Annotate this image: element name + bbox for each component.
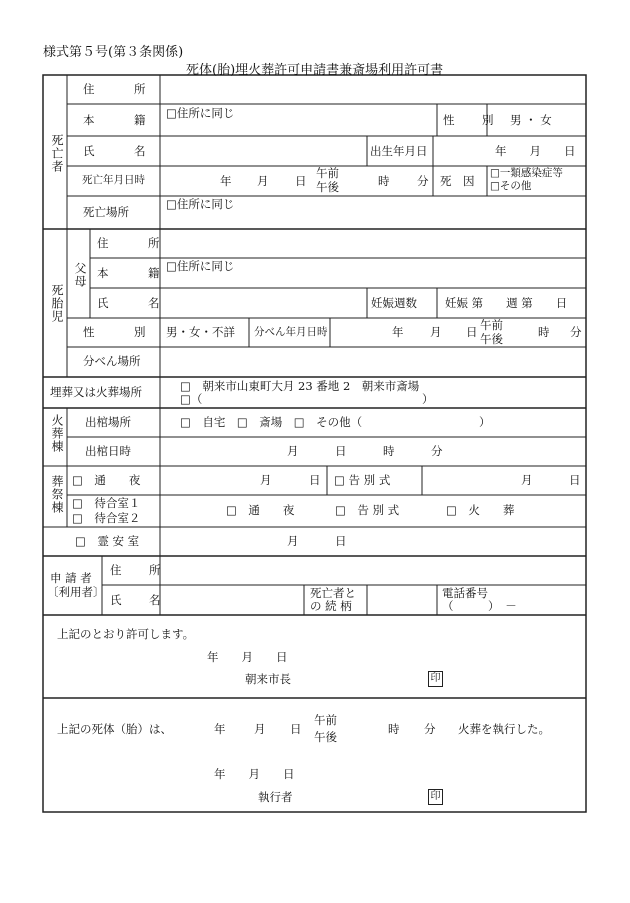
delivery-day-unit: 日 [466, 325, 478, 339]
coffin-place-options[interactable]: □ 自宅 □ 斎場 □ その他（ [180, 415, 363, 429]
phone-format: （ ） － [442, 599, 517, 613]
deceased-address-label: 住 所 [83, 82, 160, 96]
burial-place-label: 埋葬又は火葬場所 [50, 385, 142, 399]
execution-text: 上記の死体（胎）は、 [57, 722, 172, 736]
death-hour-unit: 時 [378, 174, 390, 188]
coffin-day-unit: 日 [335, 444, 347, 458]
deceased-birth-label: 出生年月日 [370, 144, 428, 158]
death-am-option[interactable]: 午前 [316, 166, 339, 180]
stillbirth-domicile-label: 本 籍 [97, 266, 174, 280]
exec-year-unit: 年 [214, 722, 226, 736]
exec-hour-unit: 時 [388, 722, 400, 736]
wake-day-unit: 日 [309, 473, 321, 487]
applicant-address-label: 住 所 [110, 563, 169, 577]
room-use-farewell[interactable]: □ 告 別 式 [335, 503, 400, 517]
exec-am-option[interactable]: 午前 [314, 713, 337, 727]
burial-option-other[interactable]: □（ [180, 392, 203, 406]
room-use-cremation[interactable]: □ 火 葬 [446, 503, 515, 517]
cause-option-other[interactable]: □その他 [490, 180, 532, 192]
cause-option-infectious[interactable]: □一類感染症等 [490, 167, 563, 179]
applicant-label: 申 請 者 [50, 571, 92, 585]
delivery-date-label: 分べん年月日時 [254, 326, 328, 338]
burial-other-close: ） [422, 392, 434, 406]
deceased-place-label: 死亡場所 [83, 205, 129, 219]
execution-date: 年 月 日 [214, 767, 295, 781]
wake-month-unit: 月 [260, 473, 272, 487]
user-label: 〔利用者〕 [47, 585, 105, 599]
delivery-hour-unit: 時 [538, 325, 550, 339]
delivery-place-label: 分べん場所 [83, 354, 141, 368]
relation-label-2: の 続 柄 [310, 599, 352, 613]
deceased-section-label: 死亡者 [50, 134, 64, 173]
deceased-domicile-label: 本 籍 [83, 113, 160, 127]
form-number: 様式第５号(第３条関係) [43, 45, 184, 60]
exec-minute-unit: 分 [424, 722, 436, 736]
stillbirth-sex-label: 性 別 [83, 325, 160, 339]
exec-day-unit: 日 [290, 722, 302, 736]
death-month-unit: 月 [257, 174, 269, 188]
execution-done-text: 火葬を執行した。 [458, 722, 550, 736]
deceased-birth-value: 年 月 日 [495, 144, 576, 158]
mortuary-day-unit: 日 [335, 534, 347, 548]
executor-label: 執行者 [258, 790, 293, 804]
funeral-section-label: 葬祭棟 [50, 475, 64, 514]
approval-date: 年 月 日 [207, 650, 288, 664]
stillbirth-section-label: 死胎児 [50, 284, 64, 323]
deceased-sex-value[interactable]: 男 ・ 女 [510, 113, 552, 127]
death-day-unit: 日 [295, 174, 307, 188]
mortuary-month-unit: 月 [287, 534, 299, 548]
relation-label-1: 死亡者と [310, 586, 356, 600]
delivery-minute-unit: 分 [570, 325, 582, 339]
room-use-wake[interactable]: □ 通 夜 [226, 503, 295, 517]
farewell-checkbox[interactable]: □ 告 別 式 [334, 473, 391, 487]
approval-text: 上記のとおり許可します。 [57, 627, 195, 641]
burial-option-asago[interactable]: □ 朝来市山東町大月 23 番地 2 朝来市斎場 [180, 379, 420, 393]
stillbirth-domicile-checkbox[interactable]: □住所に同じ [166, 259, 235, 273]
death-minute-unit: 分 [417, 174, 429, 188]
stillbirth-address-label: 住 所 [97, 236, 174, 250]
delivery-am-option[interactable]: 午前 [480, 318, 503, 332]
form-title: 死体(胎)埋火葬許可申請書兼斎場利用許可書 [186, 63, 444, 78]
waiting-room1-checkbox[interactable]: □ 待合室１ [72, 496, 141, 510]
deceased-death-date-label: 死亡年月日時 [82, 174, 145, 186]
stillbirth-name-label: 氏 名 [97, 296, 174, 310]
mortuary-checkbox[interactable]: □ 霊 安 室 [75, 534, 140, 548]
deceased-place-checkbox[interactable]: □住所に同じ [166, 197, 235, 211]
waiting-room2-checkbox[interactable]: □ 待合室２ [72, 511, 141, 525]
deceased-domicile-checkbox[interactable]: □住所に同じ [166, 106, 235, 120]
deceased-cause-label: 死 因 [440, 174, 475, 188]
executor-seal: 印 [428, 789, 443, 805]
coffin-time-label: 出棺日時 [85, 444, 131, 458]
phone-label: 電話番号 [442, 586, 488, 600]
death-year-unit: 年 [220, 174, 232, 188]
delivery-month-unit: 月 [430, 325, 442, 339]
deceased-name-label: 氏 名 [83, 144, 160, 158]
wake-checkbox[interactable]: □ 通 夜 [72, 473, 141, 487]
applicant-name-label: 氏 名 [110, 593, 169, 607]
coffin-place-close: ） [479, 415, 491, 429]
farewell-day-unit: 日 [569, 473, 581, 487]
exec-month-unit: 月 [254, 722, 266, 736]
coffin-hour-unit: 時 [383, 444, 395, 458]
exec-pm-option[interactable]: 午後 [314, 730, 337, 744]
death-pm-option[interactable]: 午後 [316, 180, 339, 194]
farewell-month-unit: 月 [521, 473, 533, 487]
delivery-year-unit: 年 [392, 325, 404, 339]
gestation-value: 妊娠 第 週 第 日 [445, 296, 568, 310]
mayor-label: 朝来市長 [245, 672, 291, 686]
gestation-label: 妊娠週数 [371, 296, 417, 310]
stillbirth-sex-value[interactable]: 男・女・不詳 [166, 325, 235, 339]
deceased-sex-label: 性 別 [443, 113, 502, 127]
delivery-pm-option[interactable]: 午後 [480, 332, 503, 346]
mayor-seal: 印 [428, 671, 443, 687]
coffin-place-label: 出棺場所 [85, 415, 131, 429]
crematorium-section-label: 火葬棟 [50, 414, 64, 453]
parents-label: 父母 [73, 262, 87, 288]
coffin-minute-unit: 分 [431, 444, 443, 458]
coffin-month-unit: 月 [287, 444, 299, 458]
